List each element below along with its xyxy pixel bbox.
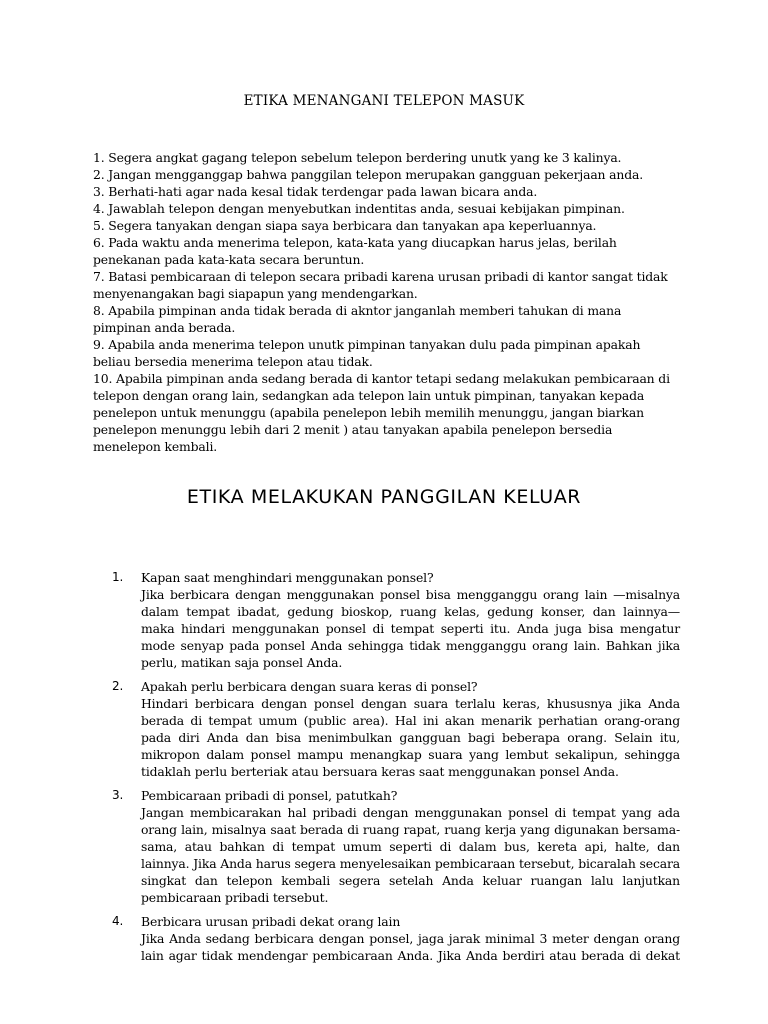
- text-line: pimpinan anda berada.: [93, 320, 236, 335]
- text-line: 9. Apabila anda menerima telepon unutk pimpinan tanyakan dulu pada pimpinan apakah: [93, 337, 641, 352]
- text-line: dalam tempat ibadat, gedung bioskop, ruang kelas, gedung konser, dan lainnya—: [141, 604, 680, 619]
- text-line: lain agar tidak mendengar pembicaraan Anda. Jika Anda berdiri atau berada di dekat: [141, 948, 680, 963]
- item-body: [141, 913, 680, 964]
- text-line: singkat dan telepon kembali segera setelah Anda keluar ruangan lalu lanjutkan: [141, 873, 680, 888]
- text-line: penekanan pada kata-kata secara beruntun.: [93, 252, 365, 267]
- text-line: Jika berbicara dengan menggunakan ponsel bisa mengganggu orang lain —misalnya: [141, 587, 680, 602]
- text-line: 6. Pada waktu anda menerima telepon, kata-kata yang diucapkan harus jelas, berilah: [93, 235, 617, 250]
- item-question: Pembicaraan pribadi di ponsel, patutkah?: [141, 788, 398, 803]
- text-line: penelepon untuk menunggu (apabila penelepon lebih memilih menunggu, jangan biarkan: [93, 405, 644, 420]
- outgoing-call-list: [112, 569, 680, 971]
- item-body: [141, 569, 680, 671]
- section-title-outgoing: ETIKA MELAKUKAN PANGGILAN KELUAR: [186, 486, 582, 508]
- text-line: 8. Apabila pimpinan anda tidak berada di akntor janganlah memberi tahukan di mana: [93, 303, 622, 318]
- text-line: Jangan membicarakan hal pribadi dengan menggunakan ponsel di tempat yang ada: [141, 805, 680, 820]
- text-line: 2. Jangan mengganggap bahwa panggilan telepon merupakan gangguan pekerjaan anda.: [93, 167, 644, 182]
- text-line: tidaklah perlu berteriak atau bersuara keras saat menggunakan ponsel Anda.: [141, 764, 619, 779]
- list-item: [112, 913, 680, 964]
- item-number: 3.: [112, 788, 124, 802]
- item-number: 1.: [112, 570, 124, 584]
- text-line: pembicaraan pribadi tersebut.: [141, 890, 329, 905]
- text-line: menyenangakan bagi siapapun yang mendengarkan.: [93, 286, 418, 301]
- text-line: maka hindari menggunakan ponsel di tempat seperti itu. Anda juga bisa mengatur: [141, 621, 680, 636]
- text-line: telepon dengan orang lain, sedangkan ada telepon lain untuk pimpinan, tanyakan kepada: [93, 388, 645, 403]
- item-number: 4.: [112, 914, 124, 928]
- text-line: 5. Segera tanyakan dengan siapa saya berbicara dan tanyakan apa keperluannya.: [93, 218, 597, 233]
- text-line: orang lain, misalnya saat berada di ruang rapat, ruang kerja yang digunakan bersama-: [141, 822, 680, 837]
- item-number: 2.: [112, 679, 124, 693]
- text-line: 10. Apabila pimpinan anda sedang berada di kantor tetapi sedang melakukan pembicaraan di: [93, 371, 670, 386]
- list-item: [112, 678, 680, 780]
- item-question: Berbicara urusan pribadi dekat orang lain: [141, 914, 401, 929]
- incoming-call-rules: [93, 149, 683, 455]
- text-line: pada diri Anda dan bisa menimbulkan gangguan bagi beberapa orang. Selain itu,: [141, 730, 680, 745]
- list-item: [112, 569, 680, 671]
- list-item: [112, 787, 680, 906]
- text-line: 7. Batasi pembicaraan di telepon secara pribadi karena urusan pribadi di kantor sangat tidak: [93, 269, 668, 284]
- section-title-incoming: ETIKA MENANGANI TELEPON MASUK: [243, 93, 525, 109]
- text-line: beliau bersedia menerima telepon atau tidak.: [93, 354, 373, 369]
- item-body: [141, 678, 680, 780]
- text-line: lainnya. Jika Anda harus segera menyelesaikan pembicaraan tersebut, bicaralah secara: [141, 856, 680, 871]
- text-line: berada di tempat umum (public area). Hal ini akan menarik perhatian orang-orang: [141, 713, 680, 728]
- text-line: 1. Segera angkat gagang telepon sebelum telepon berdering unutk yang ke 3 kalinya.: [93, 150, 622, 165]
- item-question: Kapan saat menghindari menggunakan ponsel?: [141, 570, 434, 585]
- text-line: Hindari berbicara dengan ponsel dengan suara terlalu keras, khususnya jika Anda: [141, 696, 680, 711]
- text-line: penelepon menunggu lebih dari 2 menit ) atau tanyakan apabila penelepon bersedia: [93, 422, 613, 437]
- text-line: sama, atau bahkan di tempat umum seperti di dalam bus, kereta api, halte, dan: [141, 839, 680, 854]
- text-line: mikropon dalam ponsel mampu menangkap suara yang lembut sekalipun, sehingga: [141, 747, 680, 762]
- item-question: Apakah perlu berbicara dengan suara keras di ponsel?: [141, 679, 478, 694]
- text-line: 4. Jawablah telepon dengan menyebutkan indentitas anda, sesuai kebijakan pimpinan.: [93, 201, 625, 216]
- item-body: [141, 787, 680, 906]
- text-line: 3. Berhati-hati agar nada kesal tidak terdengar pada lawan bicara anda.: [93, 184, 538, 199]
- text-line: perlu, matikan saja ponsel Anda.: [141, 655, 343, 670]
- text-line: Jika Anda sedang berbicara dengan ponsel, jaga jarak minimal 3 meter dengan orang: [141, 931, 680, 946]
- text-line: mode senyap pada ponsel Anda sehingga tidak mengganggu orang lain. Bahkan jika: [141, 638, 680, 653]
- text-line: menelepon kembali.: [93, 439, 218, 454]
